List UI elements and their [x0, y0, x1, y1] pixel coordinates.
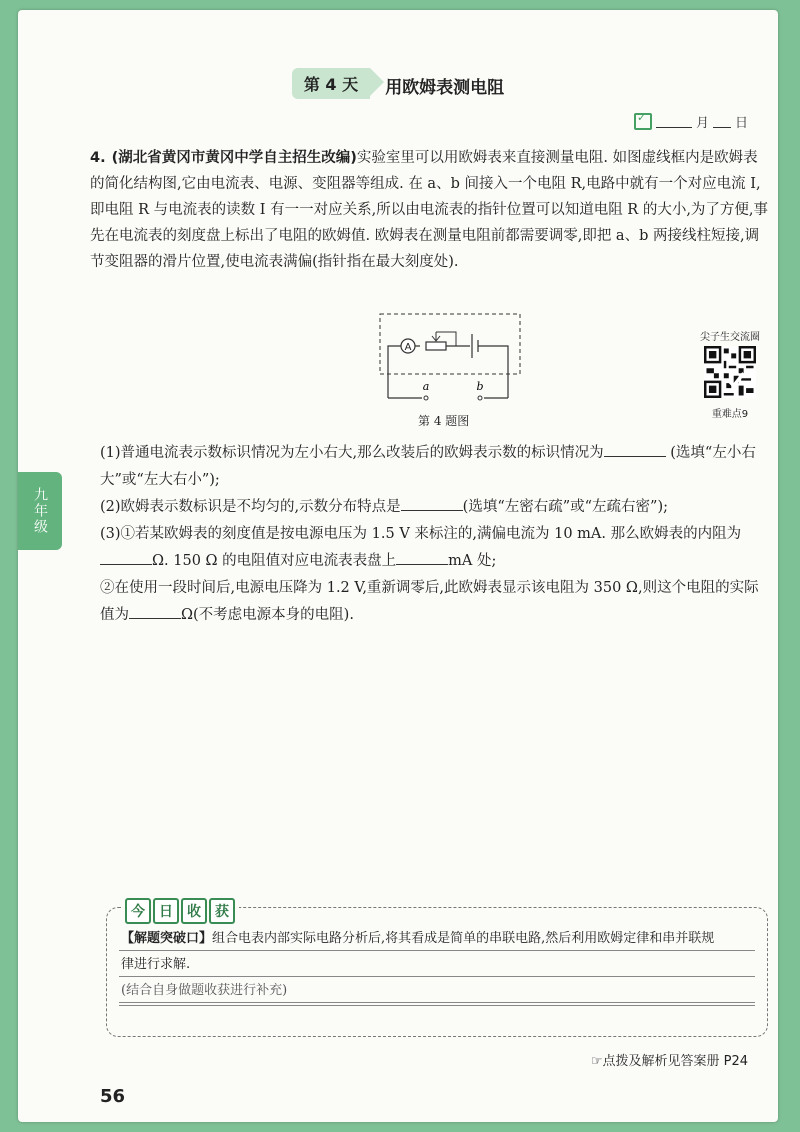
day-blank[interactable]	[713, 115, 731, 128]
page-sheet	[18, 10, 778, 1122]
answer-blank-5[interactable]	[129, 604, 181, 619]
part-2-text: (2)欧姆表示数标识是不均匀的,示数分布特点是	[100, 499, 401, 515]
grade-side-tab: 九年级	[18, 472, 62, 550]
page-number: 56	[100, 1086, 126, 1107]
answer-blank-3[interactable]	[100, 550, 152, 565]
month-blank[interactable]	[656, 115, 692, 128]
qr-code-icon[interactable]	[704, 346, 756, 398]
terminal-a-label: a	[422, 380, 430, 393]
qr-sub-label: 重难点9	[711, 409, 749, 420]
day-badge: 第 4 天	[292, 68, 370, 99]
day-label: 日	[734, 116, 748, 131]
answer-blank-1[interactable]	[604, 442, 666, 457]
page-title: 用欧姆表测电阻	[385, 78, 505, 98]
question-parts	[100, 440, 770, 629]
daily-harvest-box	[106, 904, 768, 1037]
harvest-char-2: 日	[153, 898, 179, 924]
part-4-text-b: Ω(不考虑电源本身的电阻).	[181, 607, 354, 623]
part-3	[100, 521, 770, 575]
page-header	[18, 68, 778, 99]
qr-label: 尖子生交流圈	[700, 332, 760, 343]
terminal-a	[424, 396, 428, 400]
part-4	[100, 575, 770, 629]
date-line	[634, 112, 748, 131]
question-source: (湖北省黄冈市黄冈中学自主招生改编)	[111, 150, 357, 166]
tip-text: 组合电表内部实际电路分析后,将其看成是简单的串联电路,然后利用欧姆定律和串并联规	[212, 931, 715, 946]
ammeter-label: A	[404, 342, 412, 353]
part-1	[100, 440, 770, 494]
harvest-blank-line[interactable]	[119, 1004, 755, 1006]
calendar-check-icon	[634, 113, 652, 130]
question-body: 实验室里可以用欧姆表来直接测量电阻. 如图虚线框内是欧姆表的简化结构图,它由电流表、电源、变阻器等组成. 在 a、b 间接入一个电阻 R,电路中就有一个对应电流 I,即电阻 R 与电流表的读数 I 有一一对应关系,所以由电流表的指针位置可以知道电阻 R 的大小,为了方便,事先在电流表的刻度盘上标出了电阻的欧姆值. 欧姆表在测量电阻前都需要调零,即把 a、b 两接线柱短接,调节变阻器的滑片位置,使电流表满偏(指针指在最大刻度处).	[90, 150, 769, 270]
part-2-options: (选填“左密右疏”或“左疏右密”);	[462, 499, 669, 515]
harvest-tip-line-2: 律进行求解.	[119, 954, 755, 977]
part-3-text-b: Ω. 150 Ω 的电阻值对应电流表表盘上	[152, 553, 397, 569]
answer-blank-2[interactable]	[401, 496, 463, 511]
terminal-b-label: b	[476, 380, 484, 393]
qr-block[interactable]	[694, 328, 766, 420]
part-2	[100, 494, 770, 521]
question-stem	[90, 145, 770, 275]
question-number: 4.	[90, 150, 106, 166]
harvest-hint-line[interactable]: (结合自身做题收获进行补充)	[119, 980, 755, 1003]
harvest-char-1: 今	[125, 898, 151, 924]
part-3-text-c: mA 处;	[448, 553, 497, 569]
rheostat	[426, 342, 446, 350]
harvest-char-4: 获	[209, 898, 235, 924]
figure-caption: 第 4 题图	[418, 414, 470, 428]
part-4-text: ②在使用一段时间后,电源电压降为 1.2 V,重新调零后,此欧姆表显示该电阻为 350 Ω,则这个电阻的实际值为	[100, 580, 759, 623]
terminal-b	[478, 396, 482, 400]
harvest-title	[121, 898, 239, 924]
month-label: 月	[695, 116, 709, 131]
part-3-text: (3)①若某欧姆表的刻度值是按电源电压为 1.5 V 来标注的,满偏电流为 10 mA. 那么欧姆表的内阻为	[100, 526, 742, 542]
harvest-char-3: 收	[181, 898, 207, 924]
answer-reference: ☞点拨及解析见答案册 P24	[590, 1054, 748, 1069]
harvest-tip-line	[119, 928, 755, 951]
tip-label: 【解题突破口】	[121, 931, 213, 946]
answer-blank-4[interactable]	[396, 550, 448, 565]
part-1-text: (1)普通电流表示数标识情况为左小右大,那么改装后的欧姆表示数的标识情况为	[100, 445, 604, 461]
part-1-options: (选填“左小右大”或“左大右小”);	[100, 445, 756, 488]
